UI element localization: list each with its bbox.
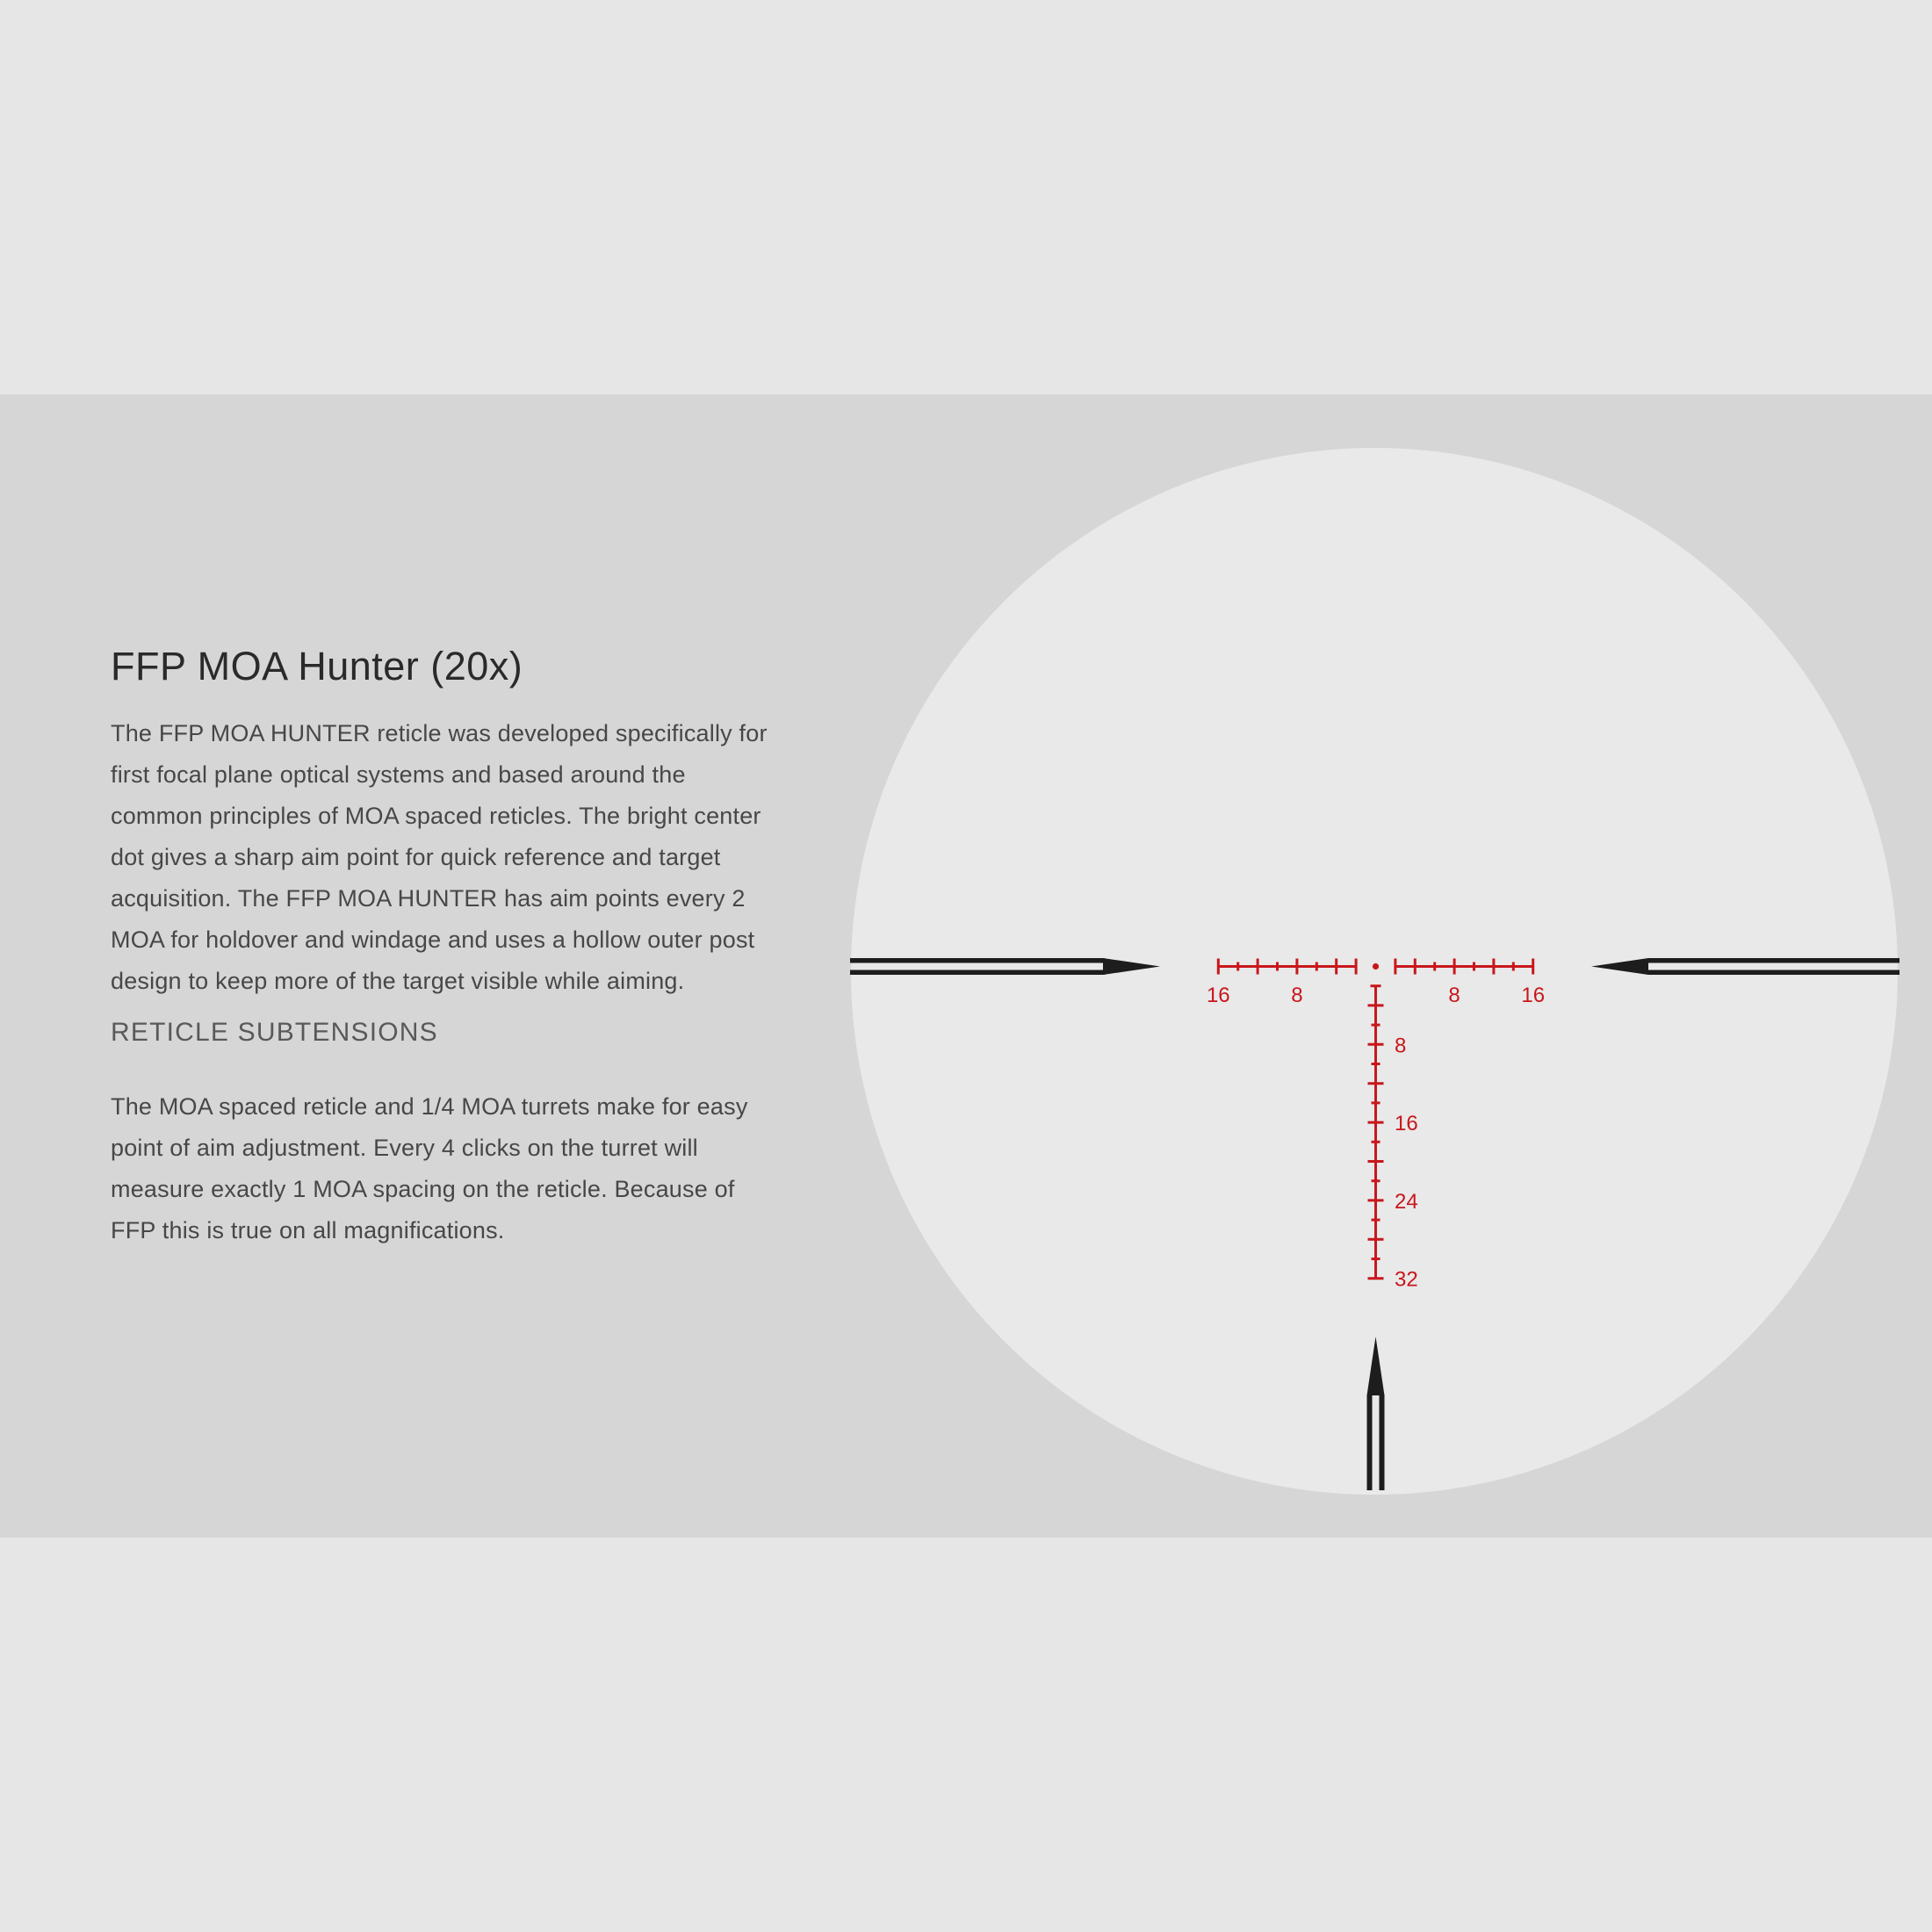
- bottom-post-left-stripe: [1367, 1395, 1373, 1490]
- right-post-bottom-stripe: [1647, 970, 1900, 976]
- intro-paragraph: The FFP MOA HUNTER reticle was developed specifically for first focal plane optical systems and based around the common principles of MOA spaced reticles. The bright center dot gives a sharp aim point for quick reference and target acquisition. The FFP MOA HUNTER has aim points every 2 MOA for holdover and windage and uses a hollow outer post design to keep more of the target visible while aiming.: [111, 719, 768, 994]
- horizontal-moa-label: 16: [1206, 984, 1230, 1007]
- left-post-bottom-stripe: [850, 970, 1105, 976]
- bottom-post-right-stripe: [1380, 1395, 1385, 1490]
- horizontal-moa-label: 8: [1291, 984, 1303, 1007]
- vertical-moa-label: 16: [1395, 1112, 1418, 1136]
- vertical-moa-label: 32: [1395, 1267, 1418, 1292]
- horizontal-moa-label: 16: [1521, 984, 1546, 1007]
- vertical-moa-label: 8: [1395, 1034, 1407, 1058]
- horizontal-moa-label: 8: [1448, 984, 1460, 1007]
- right-post-top-stripe: [1647, 958, 1900, 963]
- subtensions-heading: RETICLE SUBTENSIONS: [111, 1017, 438, 1047]
- vertical-moa-label: 24: [1395, 1189, 1418, 1214]
- text-column: [111, 644, 783, 1251]
- left-post-top-stripe: [850, 958, 1105, 963]
- page-title: FFP MOA Hunter (20x): [111, 644, 523, 688]
- center-dot: [1373, 963, 1379, 970]
- subtensions-paragraph: The MOA spaced reticle and 1/4 MOA turrets make for easy point of aim adjustment. Every 4 clicks on the turret will measure exactly 1 MOA spacing on the reticle. Because of FFP this is true on all magnifications.: [111, 1092, 748, 1244]
